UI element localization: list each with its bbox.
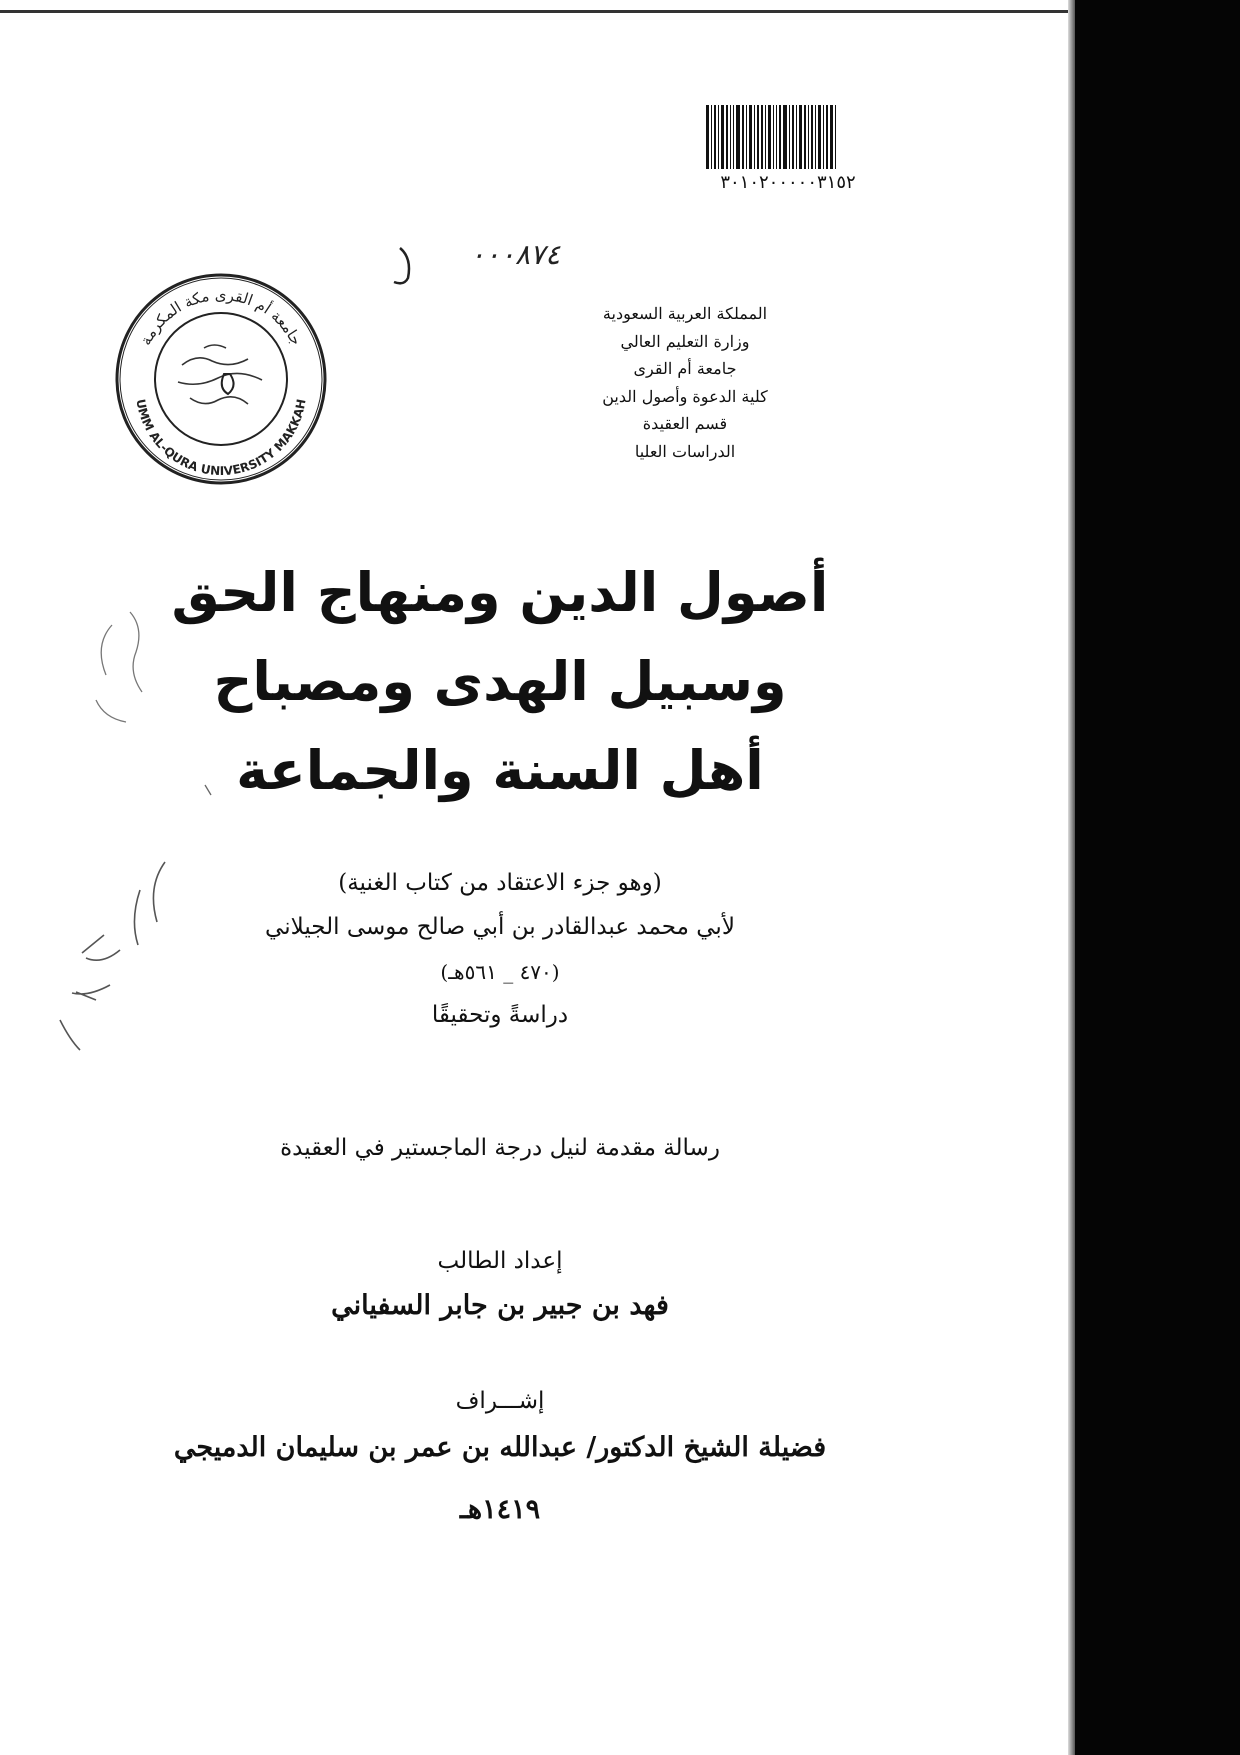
barcode-bar: [830, 105, 833, 169]
degree-statement: رسالة مقدمة لنيل درجة الماجستير في العقيدة: [280, 1135, 720, 1161]
barcode-bar: [749, 105, 752, 169]
institution-line: جامعة أم القرى: [633, 359, 737, 378]
barcode-bar: [799, 105, 802, 169]
supervisor-name: فضيلة الشيخ الدكتور/ عبدالله بن عمر بن سليمان الدميجي: [173, 1432, 827, 1463]
barcode-bar: [804, 105, 806, 169]
original-author: لأبي محمد عبدالقادر بن أبي صالح موسى الجيلاني: [265, 914, 735, 940]
barcode-bar: [736, 105, 740, 169]
barcode-bar: [811, 105, 813, 169]
barcode-bar: [796, 105, 797, 169]
seal-arabic-text: جامعة أم القرى مكة المكرمة: [136, 285, 306, 349]
barcode-bar: [711, 105, 712, 169]
institution-line: كلية الدعوة وأصول الدين: [602, 386, 768, 406]
barcode-bar: [726, 105, 728, 169]
institution-line: الدراسات العليا: [634, 441, 736, 461]
accession-number: ٠٠٠٨٧٤: [469, 238, 561, 271]
barcode-bar: [783, 105, 787, 169]
student-name: فهد بن جبير بن جابر السفياني: [331, 1290, 669, 1321]
barcode-bar: [765, 105, 766, 169]
scan-dark-margin: [1075, 0, 1240, 1755]
barcode-bar: [746, 105, 747, 169]
barcode-bar: [757, 105, 759, 169]
barcode-bar: [733, 105, 734, 169]
institution-line: المملكة العربية السعودية: [602, 304, 768, 323]
barcode-bar: [776, 105, 777, 169]
barcode-bar: [742, 105, 744, 169]
thesis-title: [150, 548, 850, 815]
institution-line: وزارة التعليم العالي: [620, 331, 750, 351]
author-dates: (٤٧٠ _ ٥٦١هـ): [440, 960, 560, 984]
study-type: دراسةً وتحقيقًا: [431, 1002, 569, 1028]
hijri-year: ١٤١٩هـ: [459, 1494, 541, 1525]
barcode: [706, 105, 868, 169]
barcode-bar: [779, 105, 781, 169]
institution-header: [560, 300, 810, 465]
barcode-bar: [768, 105, 771, 169]
barcode-bar: [823, 105, 824, 169]
subtitle: (وهو جزء الاعتقاد من كتاب الغنية): [338, 870, 662, 896]
barcode-bar: [730, 105, 731, 169]
barcode-bar: [789, 105, 790, 169]
title-line: أهل السنة والجماعة: [236, 739, 764, 802]
barcode-bar: [815, 105, 816, 169]
title-line: أصول الدين ومنهاج الحق: [171, 561, 829, 624]
seal-english-text: UMM AL-QURA UNIVERSITY MAKKAH: [133, 397, 309, 479]
barcode-bar: [721, 105, 724, 169]
barcode-bar: [818, 105, 821, 169]
supervision-label: إشـــراف: [455, 1388, 545, 1414]
barcode-bar: [761, 105, 763, 169]
barcode-bar: [792, 105, 794, 169]
barcode-bar: [718, 105, 719, 169]
barcode-bar: [714, 105, 716, 169]
barcode-bar: [754, 105, 755, 169]
institution-line: قسم العقيدة: [642, 414, 728, 433]
barcode-bar: [808, 105, 809, 169]
page-edge-shadow: [1068, 0, 1075, 1755]
barcode-bar: [826, 105, 828, 169]
title-line: وسبيل الهدى ومصباح: [213, 650, 787, 713]
university-seal: [112, 270, 330, 488]
barcode-bar: [706, 105, 709, 169]
barcode-number: ٣٠١٠٢٠٠٠٠٠٣١٥٢: [720, 172, 856, 193]
barcode-bar: [773, 105, 774, 169]
barcode-bar: [835, 105, 836, 169]
prepared-by-label: إعداد الطالب: [437, 1248, 563, 1274]
thesis-description: [150, 870, 850, 1042]
top-rule: [0, 10, 1075, 13]
